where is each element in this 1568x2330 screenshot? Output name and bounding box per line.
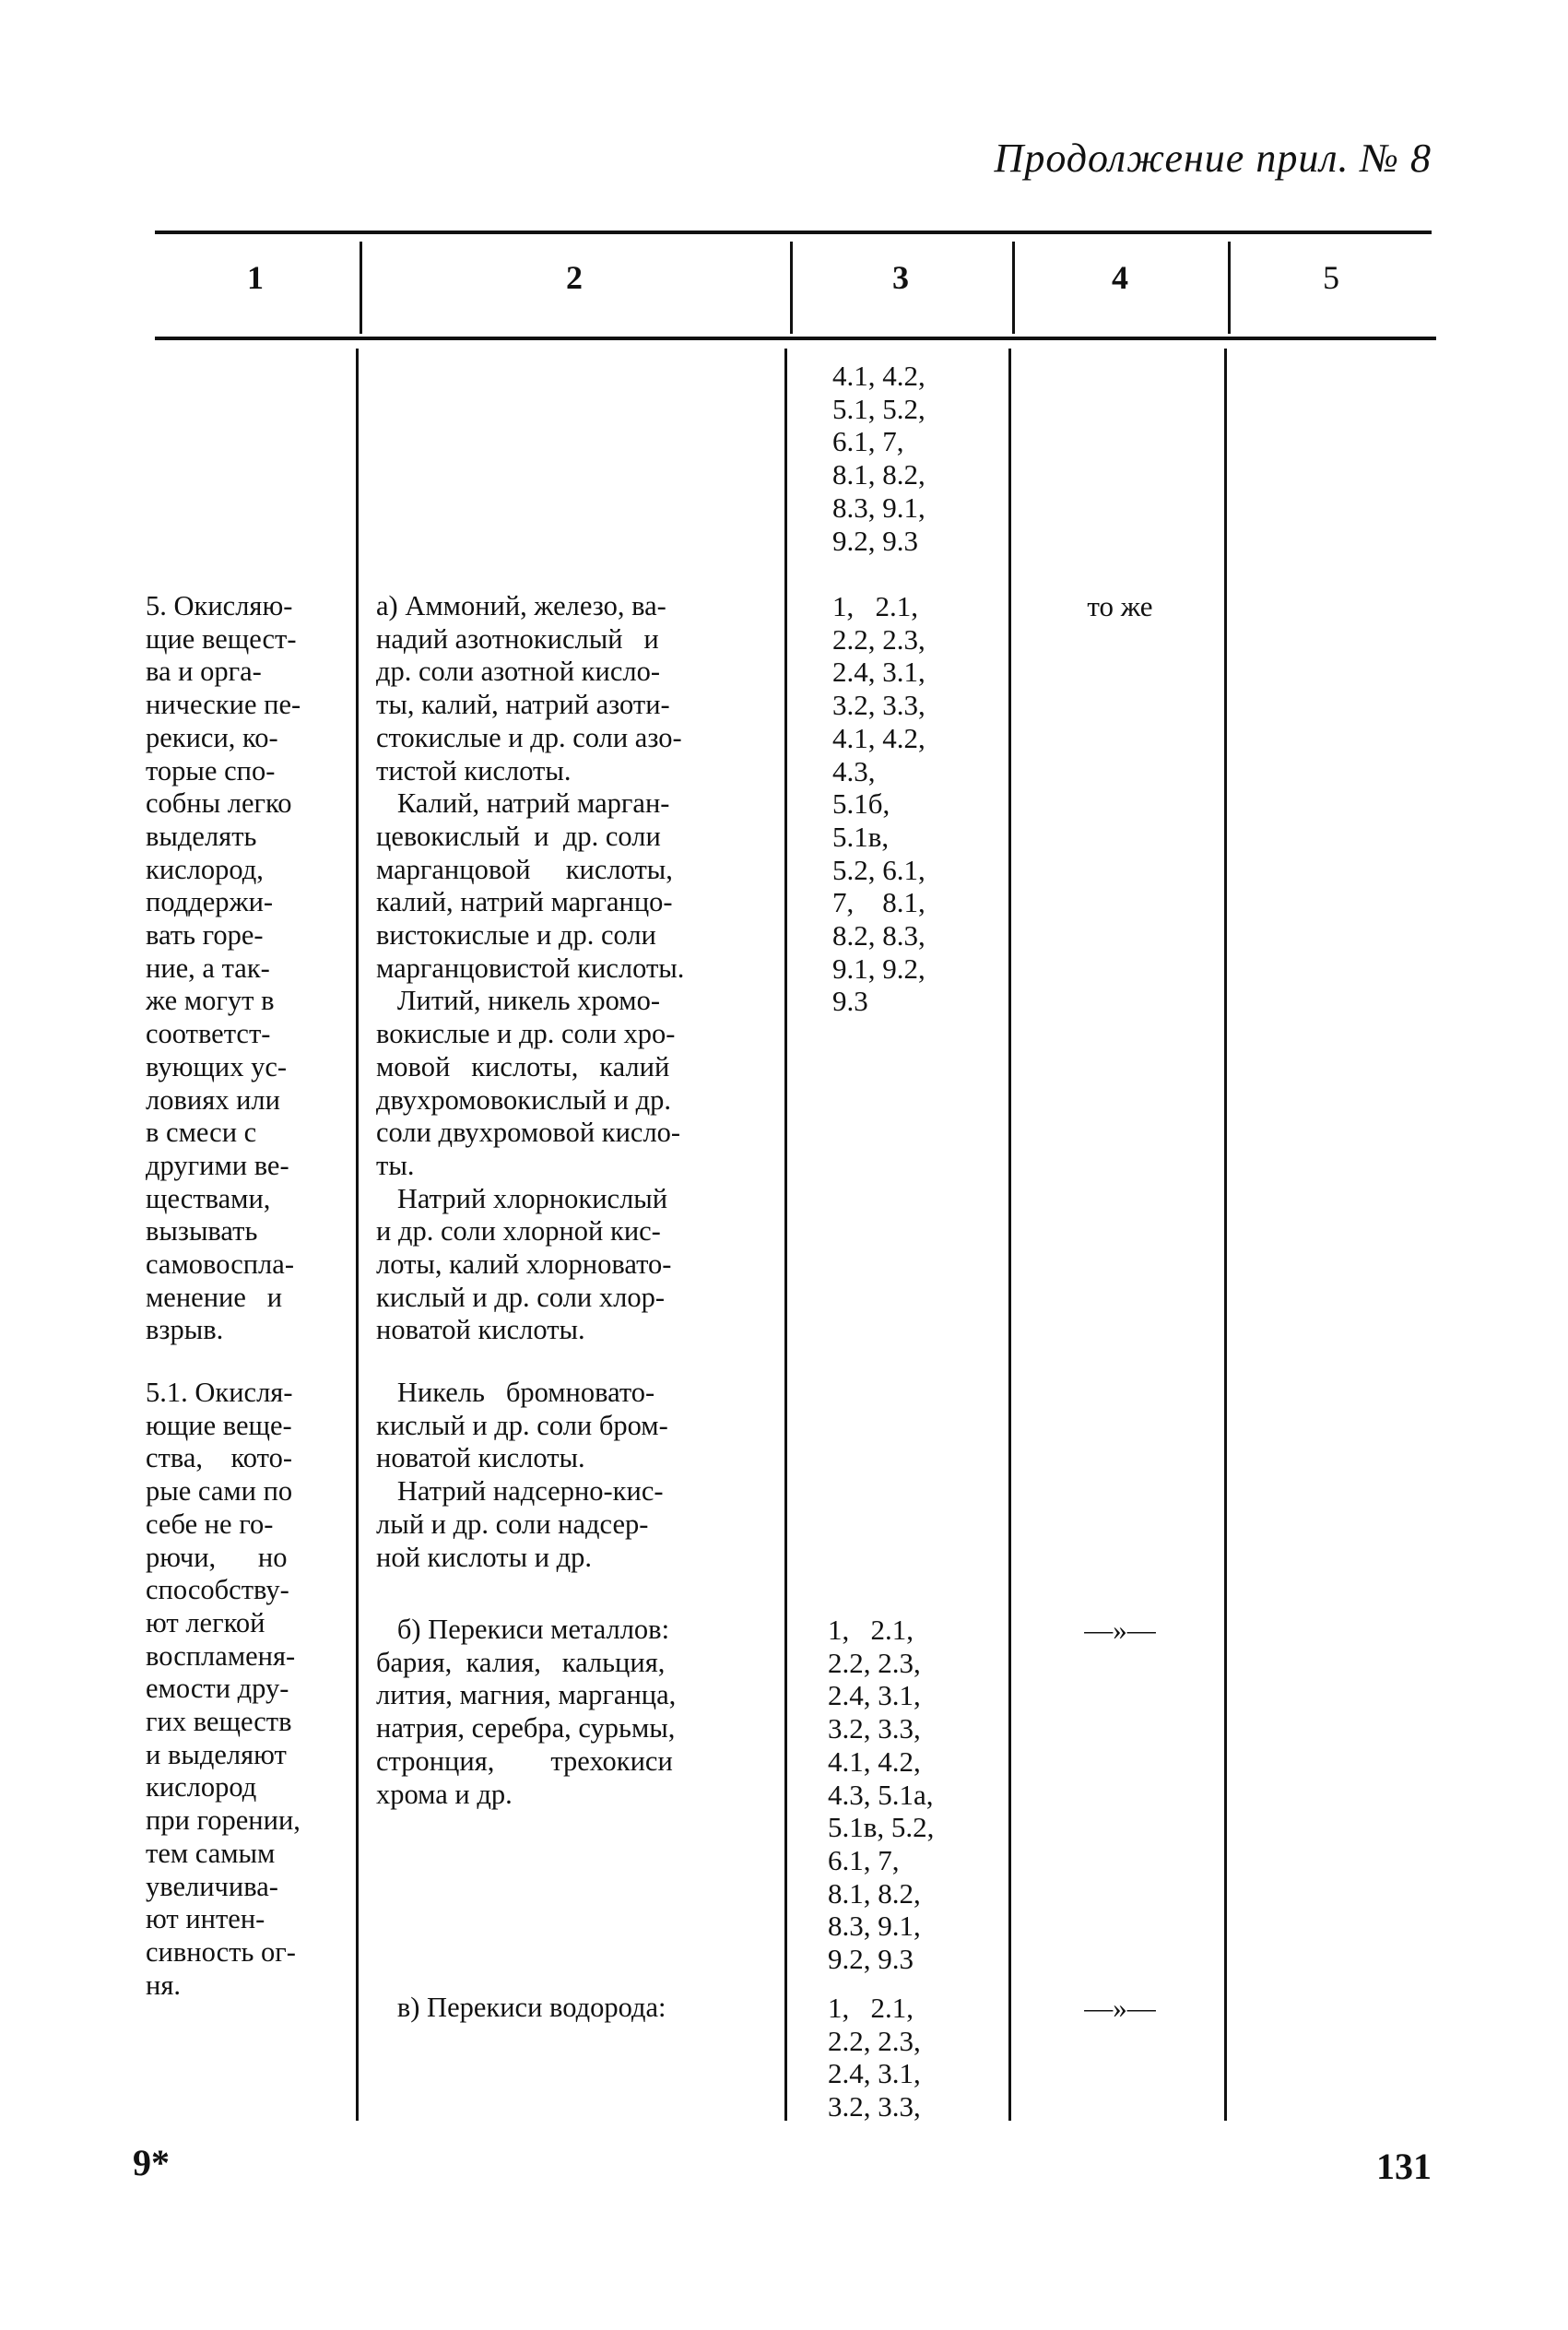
column-separator bbox=[784, 349, 787, 2121]
row5-col4: то же bbox=[1087, 590, 1153, 622]
continuation-title: Продолжение прил. № 8 bbox=[994, 136, 1432, 181]
header-col-1: 1 bbox=[247, 259, 264, 296]
signature-mark: 9* bbox=[133, 2142, 170, 2183]
col3-continued-values: 4.1, 4.2, 5.1, 5.2, 6.1, 7, 8.1, 8.2, 8.3, 9.1, 9.2, 9.3 bbox=[832, 360, 925, 557]
row5-substances: а) Аммоний, железо, ва- надий азотнокислый и др. соли азотной кисло- ты, калий, натрий азоти- стокислые и др. соли азо- тистой кислоты. Калий, натрий марган- цевокислый и др. соли марганцовой кислоты, калий, натрий марганцо- вистокислые и др. соли марганцовистой кислоты. Литий, никель хромо- вокислые и др. соли хро- мовой кислоты, калий двухромовокислый и др. соли двухромовой кисло- ты. Натрий хлорнокислый и др. соли хлорной кис- лоты, калий хлорновато- кислый и др. соли хлор- новатой кислоты. bbox=[376, 590, 685, 1346]
row51-col4-b: —»— bbox=[1084, 1614, 1156, 1646]
table-top-rule bbox=[155, 231, 1432, 234]
page-number: 131 bbox=[1376, 2146, 1432, 2187]
row5-class-description: 5. Окисляю- щие вещест- ва и орга- нические пе- рекиси, ко- торые спо- собны легко выделять кислород, поддержи- вать горе- ние, а так- же могут в соответст- вующих ус- ловиях или в смеси с другими ве- ществами, вызывать самовоспла- менение и взрыв. bbox=[146, 590, 301, 1346]
table-header-rule bbox=[155, 337, 1436, 340]
column-separator bbox=[356, 349, 359, 2121]
row51-classes-c: 1, 2.1, 2.2, 2.3, 2.4, 3.1, 3.2, 3.3, bbox=[828, 1992, 921, 2123]
header-col-5: 5 bbox=[1323, 259, 1339, 296]
column-separator bbox=[1008, 349, 1011, 2121]
row51-substances-b: б) Перекиси металлов: бария, калия, кальция, лития, магния, марганца, натрия, серебра, сурьмы, стронция, трехокиси хрома и др. bbox=[376, 1614, 677, 1810]
row51-substances-c: в) Перекиси водорода: bbox=[376, 1992, 666, 2023]
row5-classes: 1, 2.1, 2.2, 2.3, 2.4, 3.1, 3.2, 3.3, 4.1, 4.2, 4.3, 5.1б, 5.1в, 5.2, 6.1, 7, 8.1, 8.2, 8.3, 9.1, 9.2, 9.3 bbox=[832, 590, 925, 1018]
header-col-3: 3 bbox=[892, 259, 909, 296]
row51-col4-c: —»— bbox=[1084, 1992, 1156, 2024]
row51-classes-b: 1, 2.1, 2.2, 2.3, 2.4, 3.1, 3.2, 3.3, 4.1, 4.2, 4.3, 5.1а, 5.1в, 5.2, 6.1, 7, 8.1, 8.2, 8.3, 9.1, 9.2, 9.3 bbox=[828, 1614, 935, 1976]
header-col-4: 4 bbox=[1112, 259, 1128, 296]
header-col-2: 2 bbox=[566, 259, 583, 296]
row51-substances-a: Никель бромновато- кислый и др. соли бром- новатой кислоты. Натрий надсерно-кис- лый и др. соли надсер- ной кислоты и др. bbox=[376, 1377, 668, 1573]
row51-class-description: 5.1. Окисля- ющие веще- ства, кото- рые сами по себе не го- рючи, но способству- ют легкой воспламеня- емости дру- гих веществ и выделяют кислород при горении, тем самым увеличива- ют интен- сивность ог- ня. bbox=[146, 1377, 301, 2001]
